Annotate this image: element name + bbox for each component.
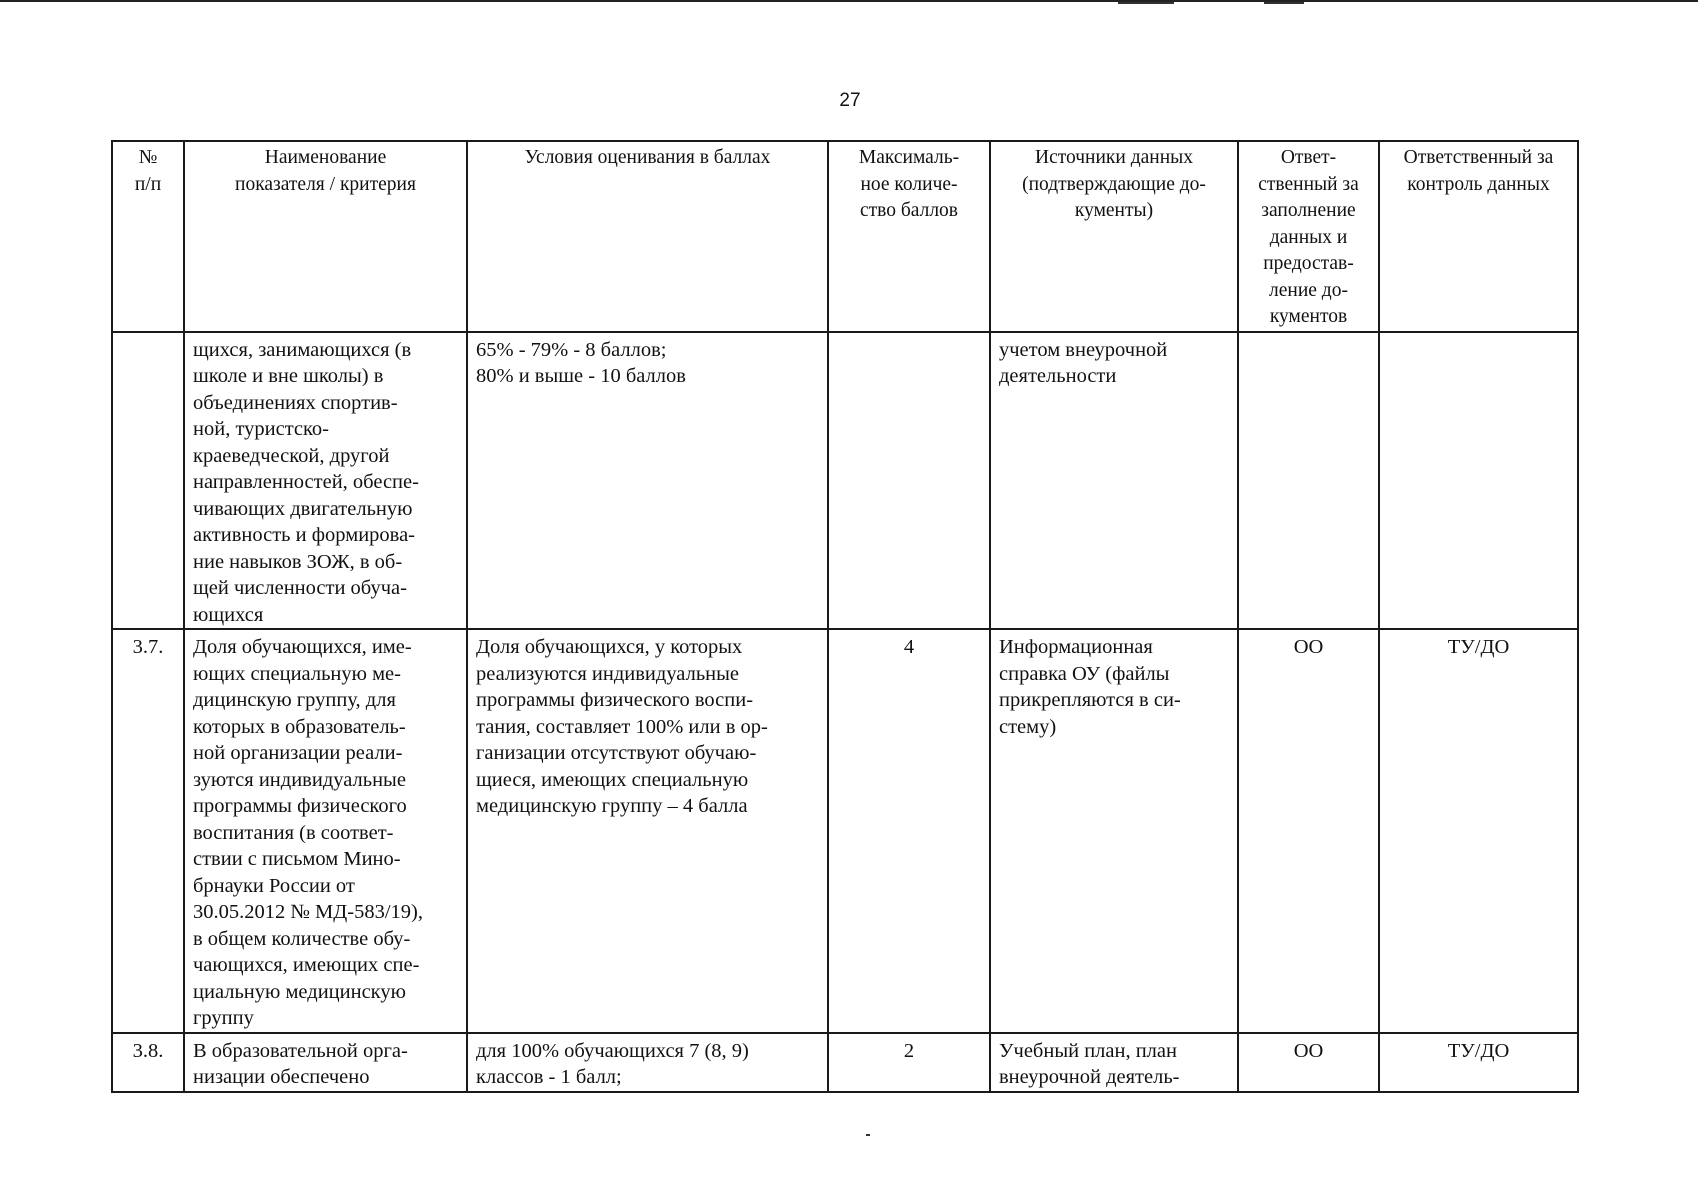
header-cell-number xyxy=(112,141,184,332)
cell-text-line: Наименование xyxy=(264,147,387,168)
cell-text-line: ющихся xyxy=(193,603,264,626)
cell-text-line: Ответственный за xyxy=(1403,147,1554,168)
cell-text-line: Ответ- xyxy=(1280,147,1337,168)
cell-text-line: Информационная xyxy=(999,636,1153,658)
cell-text-line: Доля обучающихся, име- xyxy=(193,636,412,658)
cell-text-line: ление до- xyxy=(1269,279,1348,301)
cell-text-line: 3.8. xyxy=(132,1039,164,1062)
cell-sources xyxy=(990,629,1238,1033)
cell-text-line: в общем количестве обу- xyxy=(193,927,411,950)
cell-criterion xyxy=(184,1033,467,1092)
page-number: 27 xyxy=(839,90,861,111)
cell-text-line: ной организации реали- xyxy=(193,742,403,764)
cell-text-line: контроль данных xyxy=(1407,173,1550,195)
cell-responsible-fill xyxy=(1238,629,1379,1033)
cell-text-line: классов - 1 балл; xyxy=(476,1066,622,1088)
header-cell-sources xyxy=(990,141,1238,332)
cell-text-line: группу xyxy=(193,1007,254,1029)
cell-text-line: 3.7. xyxy=(132,636,164,658)
cell-text-line: предостав- xyxy=(1263,253,1354,274)
cell-responsible-control xyxy=(1379,1033,1578,1092)
cell-text-line: медицинскую группу – 4 балла xyxy=(476,795,748,817)
cell-text-line: 4 xyxy=(903,636,915,658)
cell-sources xyxy=(990,332,1238,630)
cell-text-line: объединениях спортив- xyxy=(193,391,398,414)
cell-text-line: ство баллов xyxy=(859,200,959,221)
header-cell-responsible-control xyxy=(1379,141,1578,332)
cell-text-line: краеведческой, другой xyxy=(193,444,390,467)
cell-text-line: активность и формирова- xyxy=(193,524,416,546)
cell-text-line: стему) xyxy=(999,715,1057,738)
cell-responsible-fill xyxy=(1238,1033,1379,1092)
cell-conditions xyxy=(467,332,828,630)
cell-number xyxy=(112,1033,184,1092)
cell-criterion xyxy=(184,629,467,1033)
cell-text-line: 30.05.2012 № МД-583/19), xyxy=(193,901,423,923)
cell-responsible-control xyxy=(1379,332,1578,630)
cell-text-line: школе и вне школы) в xyxy=(193,365,384,387)
header-row xyxy=(112,141,1578,332)
cell-responsible-fill xyxy=(1238,332,1379,630)
cell-text-line: ние навыков ЗОЖ, в об- xyxy=(193,550,403,573)
cell-text-line: № xyxy=(138,147,158,168)
table-row xyxy=(112,1033,1578,1092)
cell-text-line: кументы) xyxy=(1074,200,1154,221)
table-row xyxy=(112,629,1578,1033)
cell-text-line: ственный за xyxy=(1258,173,1359,195)
header-cell-conditions xyxy=(467,141,828,332)
cell-text-line: чивающих двигательную xyxy=(193,497,413,520)
cell-text-line: учетом внеурочной xyxy=(999,338,1168,361)
cell-text-line: ное количе- xyxy=(860,173,958,195)
cell-text-line: справка ОУ (файлы xyxy=(999,662,1170,685)
cell-text-line: 80% и выше - 10 баллов xyxy=(476,365,686,387)
cell-text-line: Условия оценивания в баллах xyxy=(524,147,771,168)
cell-text-line: ствии с письмом Мино- xyxy=(193,848,401,870)
cell-text-line: реализуются индивидуальные xyxy=(476,662,740,685)
cell-conditions xyxy=(467,1033,828,1092)
cell-conditions xyxy=(467,629,828,1033)
cell-text-line: ганизации отсутствуют обучаю- xyxy=(476,742,757,764)
cell-text-line: ТУ/ДО xyxy=(1447,1039,1510,1062)
cell-number xyxy=(112,332,184,630)
cell-text-line: ОО xyxy=(1293,636,1324,658)
cell-sources xyxy=(990,1033,1238,1092)
cell-text-line: Источники данных xyxy=(1034,147,1193,168)
top-edge-mark xyxy=(1264,2,1304,4)
cell-text-line: ТУ/ДО xyxy=(1447,636,1510,658)
cell-criterion xyxy=(184,332,467,630)
cell-text-line: щихся, занимающихся (в xyxy=(193,338,412,361)
criteria-table xyxy=(111,140,1579,1093)
cell-text-line: циальную медицинскую xyxy=(193,980,406,1003)
cell-text-line: п/п xyxy=(134,173,162,195)
cell-text-line: направленностей, обеспе- xyxy=(193,471,419,493)
cell-text-line: В образовательной орга- xyxy=(193,1039,408,1062)
cell-text-line: зуются индивидуальные xyxy=(193,768,406,791)
cell-text-line: заполнение xyxy=(1261,200,1356,221)
cell-text-line: дицинскую группу, для xyxy=(193,689,396,711)
cell-text-line: программы физического воспи- xyxy=(476,689,754,711)
cell-text-line: прикрепляются в си- xyxy=(999,689,1181,711)
cell-text-line: низации обеспечено xyxy=(193,1066,370,1088)
cell-text-line: Доля обучающихся, у которых xyxy=(476,636,743,658)
cell-text-line: (подтверждающие до- xyxy=(1022,173,1206,195)
header-cell-max-points xyxy=(828,141,990,332)
table-row xyxy=(112,332,1578,630)
cell-max-points xyxy=(828,1033,990,1092)
cell-responsible-control xyxy=(1379,629,1578,1033)
cell-text-line: брнауки России от xyxy=(193,874,355,897)
top-edge-rule xyxy=(0,0,1698,2)
cell-text-line: ОО xyxy=(1293,1039,1324,1062)
cell-text-line: деятельности xyxy=(999,365,1117,387)
cell-text-line: ющих специальную ме- xyxy=(193,662,401,685)
cell-text-line: Учебный план, план xyxy=(999,1039,1177,1062)
cell-max-points xyxy=(828,629,990,1033)
cell-text-line: показателя / критерия xyxy=(235,173,416,195)
cell-text-line: ной, туристско- xyxy=(193,418,330,440)
cell-text-line: Максималь- xyxy=(858,147,960,168)
cell-text-line: которых в образователь- xyxy=(193,715,406,738)
cell-text-line: для 100% обучающихся 7 (8, 9) xyxy=(476,1039,749,1062)
cell-max-points xyxy=(828,332,990,630)
cell-text-line: программы физического xyxy=(193,795,407,817)
cell-text-line: 65% - 79% - 8 баллов; xyxy=(476,338,667,361)
header-cell-criterion xyxy=(184,141,467,332)
cell-text-line: воспитания (в соответ- xyxy=(193,821,394,844)
cell-text-line: данных и xyxy=(1269,226,1348,248)
cell-text-line: щей численности обуча- xyxy=(193,577,407,599)
cell-text-line: чающихся, имеющих спе- xyxy=(193,954,420,976)
cell-text-line: тания, составляет 100% или в ор- xyxy=(476,715,768,738)
cell-text-line: 2 xyxy=(903,1039,915,1062)
top-edge-mark xyxy=(1118,2,1174,4)
cell-text-line: кументов xyxy=(1269,306,1348,327)
cell-number xyxy=(112,629,184,1033)
scan-mark xyxy=(866,1134,870,1136)
header-cell-responsible-fill xyxy=(1238,141,1379,332)
cell-text-line: щиеся, имеющих специальную xyxy=(476,768,749,791)
cell-text-line: внеурочной деятель- xyxy=(999,1066,1180,1088)
